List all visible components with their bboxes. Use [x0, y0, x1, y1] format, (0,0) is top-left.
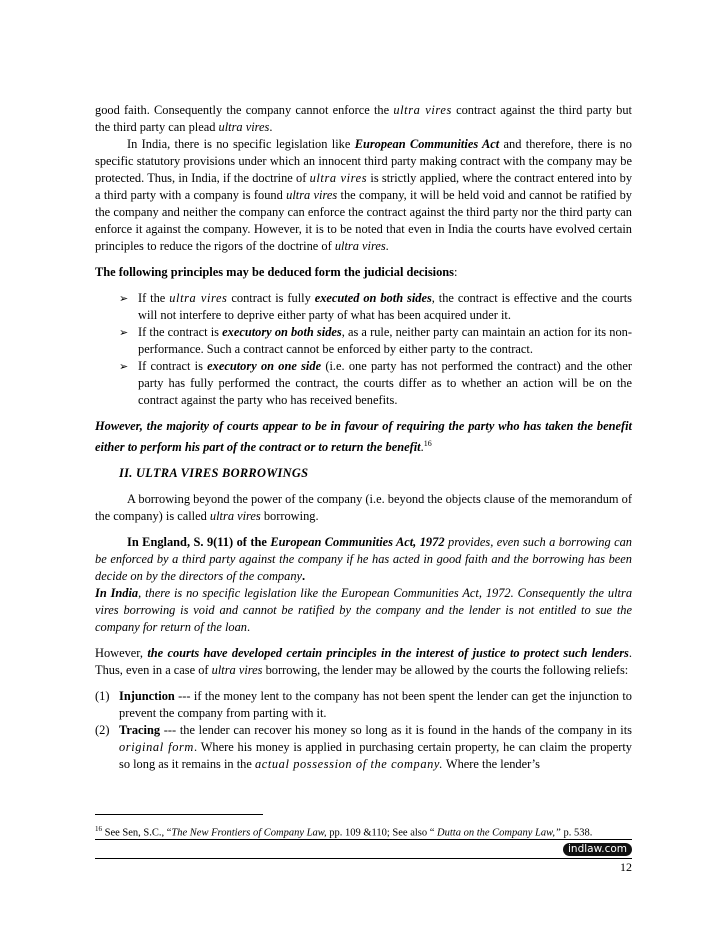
text: is strictly applied, where the contract entered into by a third party with a company is found — [95, 171, 633, 202]
term-ultra-vires: ultra vires — [218, 120, 270, 134]
footnote-ref: 16 — [423, 439, 432, 448]
text: However, the majority of courts appear to be in favour of requiring the party who has taken the benefit either to perform his part of the contract or to return the benefit — [95, 419, 632, 455]
term-ultra-vires: ultra vires — [211, 663, 263, 678]
text: In India — [95, 586, 139, 601]
page-number: 12 — [620, 860, 632, 874]
text: --- the lender can recover his money so long as it is found in the hands of the company in its — [160, 723, 632, 738]
heading-text: The following principles may be deduced form the judicial decisions — [95, 265, 454, 279]
text: , there is no specific legislation like the European Communities Act, 1972. Consequently the ultra vires borrowing is void and cannot be ratified by the company and the lender is not entitled to sue the company for return of the loan — [95, 586, 633, 635]
text: good faith. Consequently the company cannot enforce the — [95, 103, 394, 117]
text: : — [454, 265, 458, 279]
emphasis: actual possession of the company. — [254, 757, 444, 772]
term-european-communities-act: European Communities Act, 1972 — [270, 535, 445, 550]
text: . — [302, 569, 306, 584]
text: Where the lender’s — [443, 757, 540, 772]
principles-list — [95, 290, 632, 409]
arrow-bullet-icon: ➢ — [119, 292, 129, 305]
text: and therefore, there is no specific statutory provisions under which an innocent third party making contract with the company may be protected. Thus, in India, if the doctrine of — [95, 137, 632, 185]
text: In England, S. 9(11) of the — [127, 535, 271, 550]
term-ultra-vires: ultra vires — [169, 291, 228, 305]
text: . — [269, 120, 273, 134]
text: borrowing. — [260, 509, 319, 524]
paragraph-good-faith — [95, 102, 632, 136]
reliefs-list — [95, 688, 632, 773]
paragraph-however — [95, 645, 632, 679]
text: However, — [95, 646, 148, 661]
paragraph-borrowing — [95, 491, 632, 525]
text: . Where his money is applied in purchasing certain property, he can claim the property so long as it remains in the — [119, 740, 632, 772]
list-item — [119, 290, 632, 324]
emphasis: original form — [119, 740, 194, 755]
list-item — [95, 722, 632, 773]
term-ultra-vires: ultra vires — [286, 188, 338, 202]
text: the company, it will be held void and cannot be ratified by the company and neither the company can enforce the contract against the third party nor the third party can enforce it against the company. However, it is to be noted that even in India the courts have evolved certain principles to reduce the rigors of the doctrine of — [95, 188, 632, 253]
emphasis: executory on one side — [207, 359, 322, 373]
list-item — [95, 688, 632, 722]
text: A borrowing beyond the power of the company (i.e. beyond the objects clause of the memorandum of the company) is called — [95, 492, 632, 524]
text: . — [385, 239, 389, 253]
text: provides, even such a borrowing can be enforced by a third party against the company if he has acted in good faith and the borrowing has been decide on by the directors of the company — [95, 535, 632, 584]
text: In India, there is no specific legislation like — [127, 137, 355, 151]
footnote-divider — [95, 814, 263, 815]
term-ultra-vires: ultra vires — [309, 171, 368, 185]
principles-heading — [95, 264, 632, 281]
arrow-bullet-icon: ➢ — [119, 326, 129, 339]
section-heading: II. ULTRA VIRES BORROWINGS — [119, 466, 309, 481]
book-title: Dutta on the Company Law,” — [434, 827, 561, 839]
arrow-bullet-icon: ➢ — [119, 360, 129, 373]
brand-logo: indlaw.com — [563, 843, 632, 856]
text: contract against the third party but the third party can plead — [95, 103, 633, 134]
page-body — [95, 102, 632, 773]
footer-bar — [95, 839, 632, 859]
text: --- if the money lent to the company has not been spent the lender can get the injunction to prevent the company from parting with it. — [119, 689, 632, 721]
text: If the — [138, 291, 170, 305]
text: (i.e. one party has not performed the contract) and the other party has fully performed the contract, the courts differ as to whether an action will be on the contract against the party who has received benefits. — [138, 359, 632, 407]
text: If the contract is — [138, 325, 223, 339]
footnote-number: 16 — [95, 825, 102, 833]
term-ultra-vires: ultra vires — [209, 509, 261, 524]
term-ultra-vires: ultra vires — [393, 103, 452, 117]
emphasis: executory on both sides — [222, 325, 342, 339]
term-ultra-vires: ultra vires — [334, 239, 386, 253]
text: borrowing, the lender may be allowed by the courts the following reliefs: — [262, 663, 629, 678]
list-item — [119, 324, 632, 358]
list-item — [119, 358, 632, 409]
footnote — [95, 822, 632, 841]
text: p. 538. — [560, 827, 593, 839]
text: contract is fully — [227, 291, 315, 305]
text: pp. 109 &110; See also “ — [326, 827, 435, 839]
list-number: (1) — [95, 689, 110, 704]
relief-title: Injunction — [119, 689, 175, 704]
text: , as a rule, neither party can maintain an action for its non-performance. Such a contract cannot be enforced by either party to the contract. — [138, 325, 632, 356]
text: See Sen, S.C., “ — [102, 827, 172, 839]
paragraph-india — [95, 136, 632, 255]
paragraph-england — [95, 534, 632, 585]
emphasis: executed on both sides — [314, 291, 432, 305]
text: . — [420, 440, 424, 455]
paragraph-in-india — [95, 585, 632, 636]
term-european-communities-act: European Communities Act — [354, 137, 500, 151]
text: , the contract is effective and the courts will not interfere to deprive either party of what has been acquired under it. — [138, 291, 633, 322]
majority-paragraph — [95, 418, 632, 456]
relief-title: Tracing — [119, 723, 161, 738]
text: . Thus, even in a case of — [95, 646, 632, 678]
list-number: (2) — [95, 723, 110, 738]
text: . — [247, 620, 251, 635]
text: If contract is — [138, 359, 208, 373]
emphasis: the courts have developed certain principles in the interest of justice to protect such lenders — [147, 646, 629, 661]
book-title: The New Frontiers of Company Law, — [171, 827, 327, 839]
